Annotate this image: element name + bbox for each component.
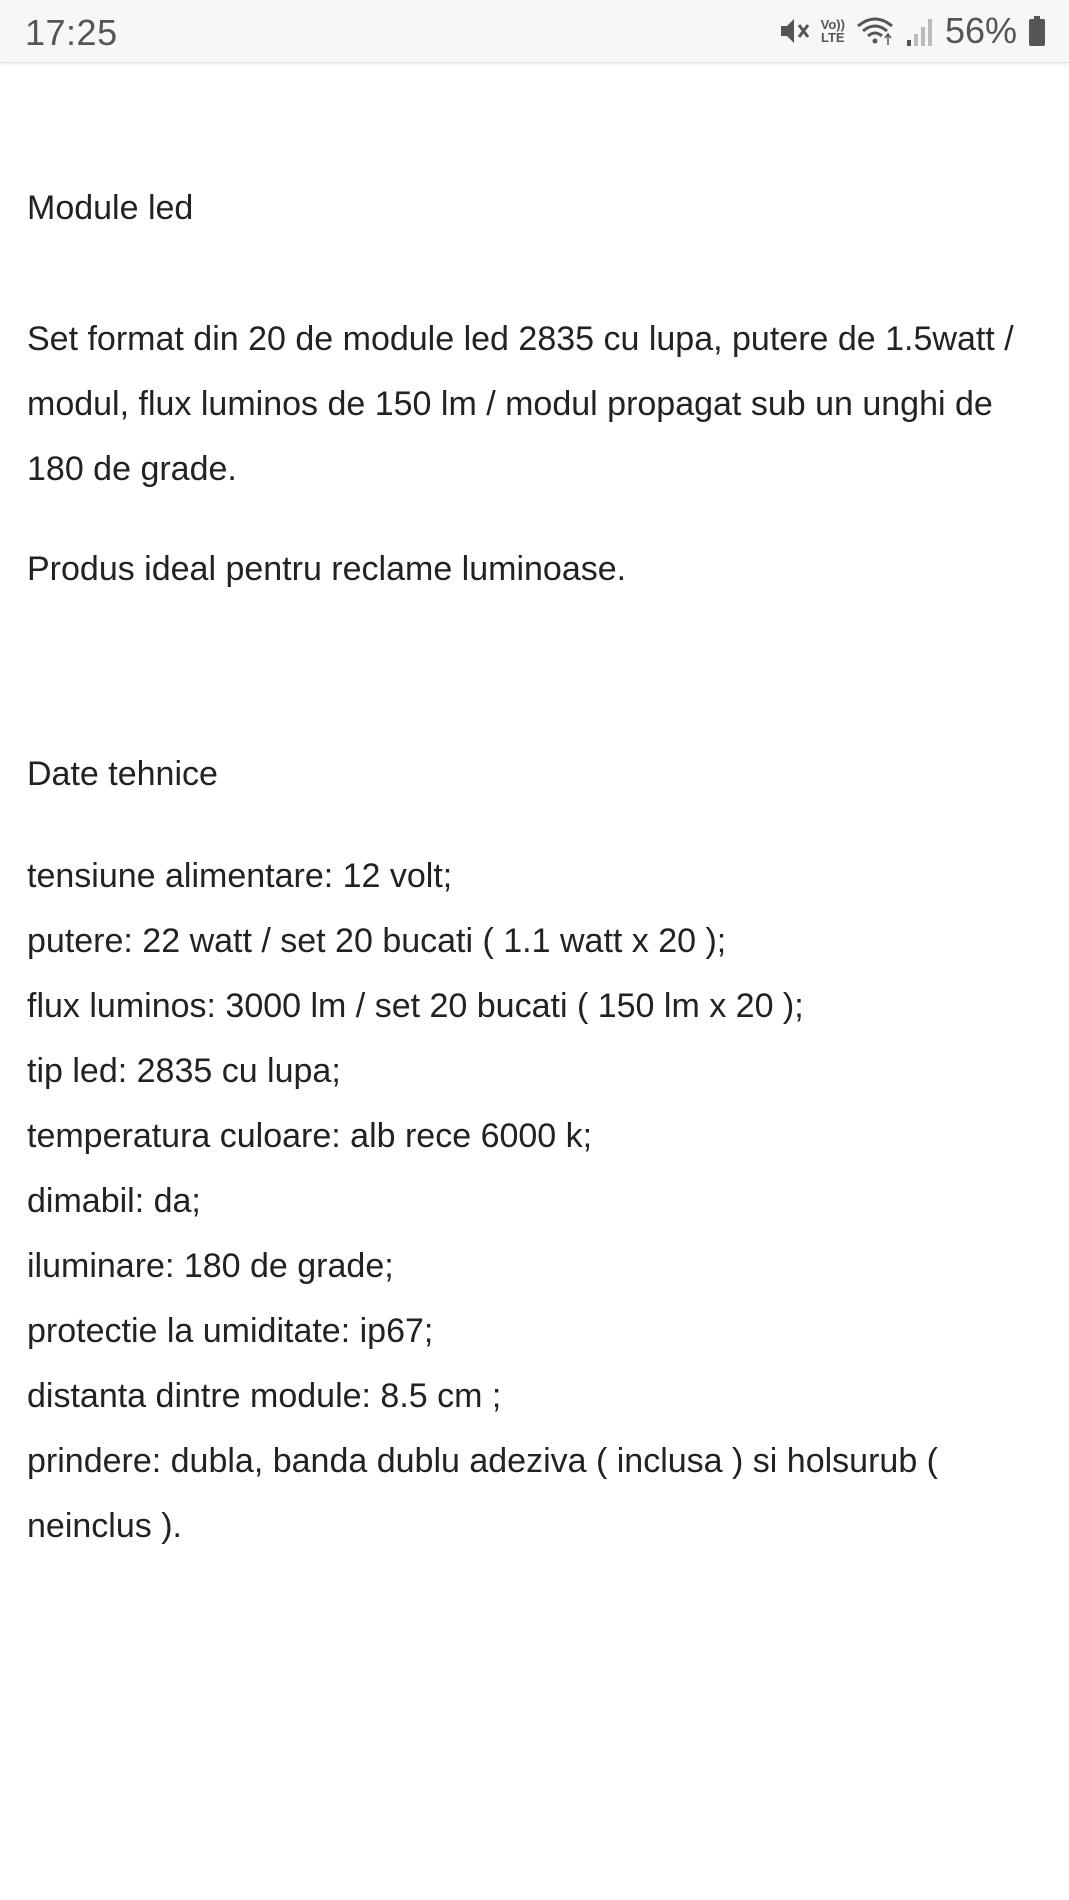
battery-icon [1027, 14, 1047, 48]
volte-icon: Vo)) LTE [820, 17, 845, 45]
mute-icon [777, 14, 811, 48]
page-heading: Module led [27, 189, 194, 227]
status-time: 17:25 [25, 12, 118, 53]
tagline: Produs ideal pentru reclame luminoase. [27, 550, 627, 588]
spec-line: dimabil: da; [27, 1182, 201, 1220]
wifi-icon [855, 14, 895, 48]
spec-line: protectie la umiditate: ip67; [27, 1312, 434, 1350]
spec-line: putere: 22 watt / set 20 bucati ( 1.1 watt x 20 ); [27, 922, 727, 960]
battery-percent: 56% [944, 10, 1017, 51]
spec-line: distanta dintre module: 8.5 cm ; [27, 1377, 502, 1415]
spec-line: flux luminos: 3000 lm / set 20 bucati ( 150 lm x 20 ); [27, 987, 804, 1025]
status-bar [0, 0, 1069, 63]
spec-line: temperatura culoare: alb rece 6000 k; [27, 1117, 593, 1155]
spec-line: prindere: dubla, banda dublu adeziva ( inclusa ) si holsurub ( neinclus ). [27, 1442, 938, 1545]
signal-icon [905, 14, 935, 48]
status-icons [777, 10, 1047, 52]
spec-line: tensiune alimentare: 12 volt; [27, 857, 453, 895]
spec-line: tip led: 2835 cu lupa; [27, 1052, 341, 1090]
description-paragraph: Set format din 20 de module led 2835 cu lupa, putere de 1.5watt / modul, flux luminos de 150 lm / modul propagat sub un unghi de 180 de grade. [27, 320, 1014, 488]
spec-line: iluminare: 180 de grade; [27, 1247, 394, 1285]
specs-title: Date tehnice [27, 755, 218, 793]
